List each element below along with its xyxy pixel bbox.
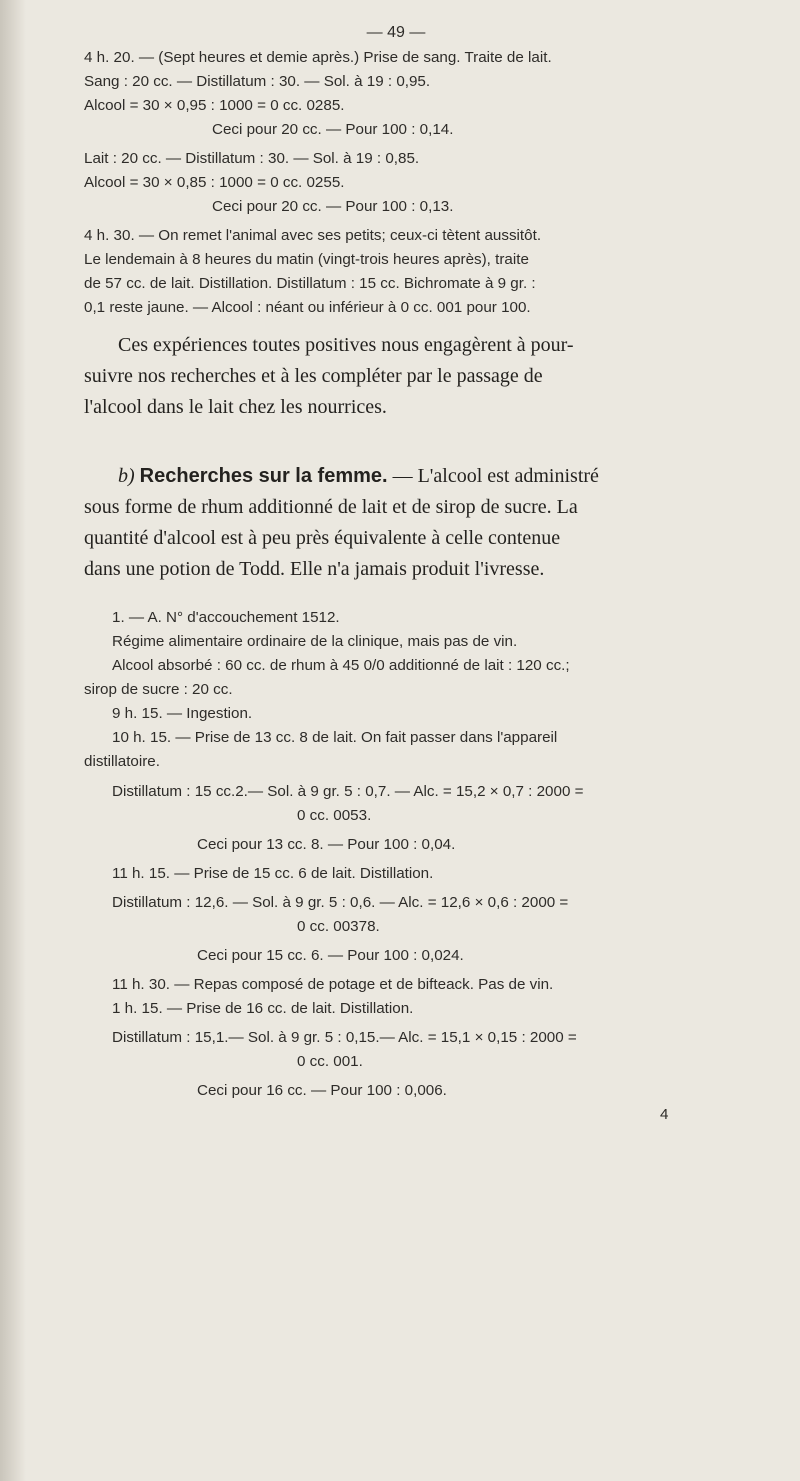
blood-result-line: Ceci pour 20 cc. — Pour 100 : 0,14. — [212, 121, 454, 138]
case-1-distillatum-1-value: 0 cc. 0053. — [297, 807, 372, 824]
section-b-label: b) — [118, 465, 135, 487]
milk-sample-line: Lait : 20 cc. — Distillatum : 30. — Sol. à 19 : 0,85. — [84, 150, 420, 167]
case-1-distillatum-1: Distillatum : 15 cc.2.— Sol. à 9 gr. 5 : 0,7. — Alc. = 15,2 × 0,7 : 2000 = — [112, 783, 584, 800]
milk-result-line: Ceci pour 20 cc. — Pour 100 : 0,13. — [212, 198, 454, 215]
paragraph-line-1: Ces expériences toutes positives nous engagèrent à pour- — [118, 334, 574, 356]
section-b-line-3: quantité d'alcool est à peu près équivalente à celle contenue — [84, 527, 561, 549]
paragraph-line-3: l'alcool dans le lait chez les nourrices. — [84, 396, 387, 418]
section-b-heading — [118, 461, 599, 492]
section-b-title: Recherches sur la femme. — [139, 465, 388, 487]
case-1-distillatum-3: Distillatum : 15,1.— Sol. à 9 gr. 5 : 0,15.— Alc. = 15,1 × 0,15 : 2000 = — [112, 1029, 577, 1046]
case-1-alcohol-line-1: Alcool absorbé : 60 cc. de rhum à 45 0/0 additionné de lait : 120 cc.; — [112, 657, 570, 674]
case-1-ingestion: 9 h. 15. — Ingestion. — [112, 705, 253, 722]
case-1-result-1: Ceci pour 13 cc. 8. — Pour 100 : 0,04. — [197, 836, 456, 853]
case-1-header: 1. — A. N° d'accouchement 1512. — [112, 609, 340, 626]
case-1-meal: 11 h. 30. — Repas composé de potage et de bifteack. Pas de vin. — [112, 976, 554, 993]
case-1-distillatum-2: Distillatum : 12,6. — Sol. à 9 gr. 5 : 0,6. — Alc. = 12,6 × 0,6 : 2000 = — [112, 894, 569, 911]
case-1-regime: Régime alimentaire ordinaire de la clinique, mais pas de vin. — [112, 633, 518, 650]
milk-alcohol-line: Alcool = 30 × 0,85 : 1000 = 0 cc. 0255. — [84, 174, 345, 191]
follow-up-line-3: de 57 cc. de lait. Distillation. Distillatum : 15 cc. Bichromate à 9 gr. : — [84, 275, 536, 292]
page-number: — 49 — — [366, 24, 426, 41]
blood-alcohol-line: Alcool = 30 × 0,95 : 1000 = 0 cc. 0285. — [84, 97, 345, 114]
case-1-alcohol-line-2: sirop de sucre : 20 cc. — [84, 681, 233, 698]
case-1-result-3: Ceci pour 16 cc. — Pour 100 : 0,006. — [197, 1082, 447, 1099]
follow-up-line-4: 0,1 reste jaune. — Alcool : néant ou inférieur à 0 cc. 001 pour 100. — [84, 299, 531, 316]
case-1-sample-3: 1 h. 15. — Prise de 16 cc. de lait. Distillation. — [112, 1000, 414, 1017]
section-b-line-4: dans une potion de Todd. Elle n'a jamais produit l'ivresse. — [84, 558, 545, 580]
signature-mark: 4 — [660, 1106, 669, 1123]
case-1-distillatum-3-value: 0 cc. 001. — [297, 1053, 363, 1070]
blood-sample-line: Sang : 20 cc. — Distillatum : 30. — Sol. à 19 : 0,95. — [84, 73, 431, 90]
experiment-header: 4 h. 20. — (Sept heures et demie après.) Prise de sang. Traite de lait. — [84, 49, 552, 66]
paragraph-line-2: suivre nos recherches et à les compléter par le passage de — [84, 365, 543, 387]
section-b-line-2: sous forme de rhum additionné de lait et de sirop de sucre. La — [84, 496, 578, 518]
follow-up-line-1: 4 h. 30. — On remet l'animal avec ses petits; ceux-ci tètent aussitôt. — [84, 227, 542, 244]
follow-up-line-2: Le lendemain à 8 heures du matin (vingt-trois heures après), traite — [84, 251, 529, 268]
section-b-line-1-rest: — L'alcool est administré — [392, 465, 599, 487]
case-1-result-2: Ceci pour 15 cc. 6. — Pour 100 : 0,024. — [197, 947, 464, 964]
case-1-distillatum-2-value: 0 cc. 00378. — [297, 918, 380, 935]
case-1-sample-1-cont: distillatoire. — [84, 753, 160, 770]
case-1-sample-1: 10 h. 15. — Prise de 13 cc. 8 de lait. On fait passer dans l'appareil — [112, 729, 558, 746]
case-1-sample-2: 11 h. 15. — Prise de 15 cc. 6 de lait. Distillation. — [112, 865, 434, 882]
